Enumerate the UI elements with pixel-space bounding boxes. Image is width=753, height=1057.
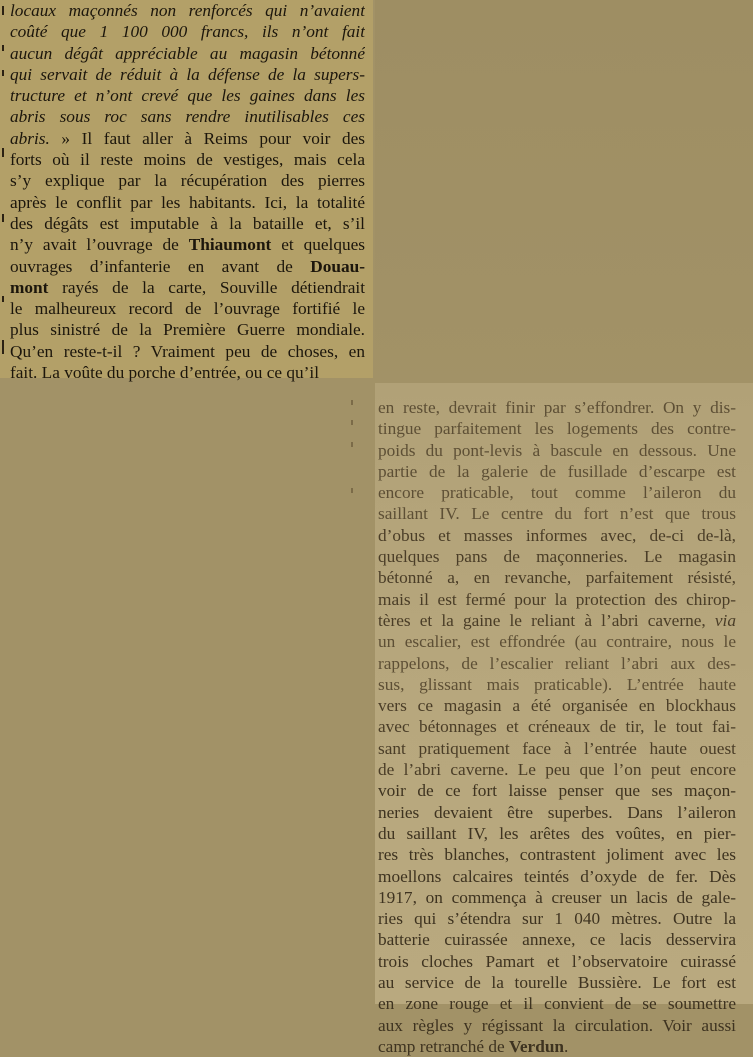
text-line — [378, 1036, 736, 1057]
text-run: ouvrages d’infanterie en avant de — [10, 256, 311, 276]
text-run: du saillant IV, les arêtes des voûtes, en pier- — [378, 823, 736, 843]
text-run: . — [564, 1036, 569, 1056]
text-line — [10, 21, 365, 42]
text-line — [378, 738, 736, 759]
text-line — [10, 0, 365, 21]
text-run: ries qui s’étendra sur 1 040 mètres. Outre la — [378, 909, 736, 929]
text-line — [378, 674, 736, 695]
text-line — [10, 106, 365, 127]
text-line — [378, 866, 736, 887]
text-run: aucun dégât appréciable au magasin bétonné — [10, 43, 365, 63]
text-run: bétonné a, en revanche, parfaitement résisté, — [378, 568, 736, 588]
text-run: tingue parfaitement les logements des contre- — [378, 419, 736, 439]
text-run: et quelques — [271, 235, 365, 255]
text-line — [378, 610, 736, 631]
text-run: en zone rouge et il convient de se soumettre — [378, 994, 736, 1014]
text-run: avec bétonnages et créneaux de tir, le tout fai- — [378, 717, 736, 737]
text-run: qui servait de réduit à la défense de la supers- — [10, 64, 365, 84]
text-run: fait. La voûte du porche d’entrée, ou ce qu’il — [10, 363, 320, 383]
text-run: poids du pont-levis à bascule en dessous. Une — [378, 440, 736, 460]
text-run: trois cloches Pamart et l’observatoire cuirassé — [378, 951, 736, 971]
text-line — [10, 170, 365, 191]
text-line — [378, 397, 736, 418]
text-run: en reste, devrait finir par s’effondrer. On y dis- — [378, 398, 736, 417]
text-run: voir de ce fort laisse penser que ses maçon- — [378, 781, 736, 801]
text-run: sant pratiquement face à l’entrée haute ouest — [378, 738, 736, 758]
text-line — [378, 525, 736, 546]
text-line — [378, 1015, 736, 1036]
text-run: plus sinistré de la Première Guerre mondiale. — [10, 320, 365, 340]
text-run: n’y avait l’ouvrage de — [10, 235, 189, 255]
text-line — [378, 716, 736, 737]
text-run: de l’abri caverne. Le peu que l’on peut encore — [378, 760, 736, 780]
text-run: rayés de la carte, Souville détiendrait — [48, 277, 365, 297]
text-run: res très blanches, contrastent joliment avec les — [378, 845, 736, 865]
text-run: un escalier, est effondrée (au contraire, nous le — [378, 632, 736, 652]
text-line — [10, 85, 365, 106]
text-run: tructure et n’ont crevé que les gaines dans les — [10, 86, 365, 106]
text-line — [10, 64, 365, 85]
text-run: Douau- — [310, 256, 365, 276]
text-run: s’y explique par la récupération des pierres — [10, 171, 365, 191]
text-run: mais il est fermé pour la protection des chirop- — [378, 589, 736, 609]
text-line — [10, 362, 365, 383]
text-run: tères et la gaine le reliant à l’abri caverne, — [378, 610, 715, 630]
text-line — [378, 503, 736, 524]
gutter-marks — [348, 392, 358, 512]
text-run: locaux maçonnés non renforcés qui n’avaient — [10, 1, 365, 20]
text-run: le malheureux record de l’ouvrage fortifié le — [10, 299, 365, 319]
text-line — [10, 298, 365, 319]
text-run: coûté que 1 100 000 francs, ils n’ont fait — [10, 22, 365, 42]
text-run: Verdun — [508, 1036, 565, 1056]
text-run: encore praticable, tout comme l’aileron du — [378, 483, 736, 503]
text-run: via — [714, 610, 736, 630]
text-line — [378, 908, 736, 929]
text-line — [10, 43, 365, 64]
text-line — [378, 929, 736, 950]
text-line — [378, 951, 736, 972]
text-run: partie de la galerie de fusillade d’escarpe est — [378, 461, 736, 481]
text-run: Thiaumont — [188, 235, 272, 255]
text-line — [10, 213, 365, 234]
text-line — [378, 482, 736, 503]
text-run: Qu’en reste-t-il ? Vraiment peu de choses, en — [10, 341, 365, 361]
text-line — [10, 128, 365, 149]
text-line — [378, 972, 736, 993]
text-line — [378, 802, 736, 823]
text-line — [10, 234, 365, 255]
text-run: au service de la tourelle Bussière. Le fort est — [378, 973, 736, 993]
text-run: forts où il reste moins de vestiges, mais cela — [10, 150, 365, 170]
margin-marks — [0, 0, 8, 378]
text-run: rappelons, de l’escalier reliant l’abri aux des- — [378, 653, 736, 673]
text-line — [378, 844, 736, 865]
text-line — [378, 695, 736, 716]
text-run: » Il faut aller à Reims pour voir des — [49, 128, 365, 148]
text-run: 1917, on commença à creuser un lacis de gale- — [378, 887, 736, 907]
text-run: d’obus et masses informes avec, de-ci de-là, — [378, 525, 736, 545]
text-run: quelques pans de maçonneries. Le magasin — [378, 547, 736, 567]
text-line — [378, 589, 736, 610]
text-run: batterie cuirassée annexe, ce lacis desservira — [378, 930, 736, 950]
text-line — [10, 341, 365, 362]
text-run: camp retranché de — [378, 1036, 509, 1056]
text-line — [378, 461, 736, 482]
text-line — [378, 653, 736, 674]
text-run: neries devaient être superbes. Dans l’aileron — [378, 802, 736, 822]
text-run: vers ce magasin a été organisée en blockhaus — [378, 696, 736, 716]
text-line — [378, 759, 736, 780]
text-line — [378, 546, 736, 567]
text-column-bottom — [378, 397, 736, 1057]
text-run: abris sous roc sans rendre inutilisables ces — [10, 107, 365, 127]
text-line — [378, 418, 736, 439]
text-run: sus, glissant mais praticable). L’entrée haute — [378, 674, 736, 694]
text-run: abris. — [10, 128, 50, 148]
text-line — [10, 192, 365, 213]
text-line — [378, 780, 736, 801]
text-line — [378, 823, 736, 844]
text-run: moellons calcaires teintés d’oxyde de fer. Dès — [378, 866, 736, 886]
text-column-top — [10, 0, 365, 383]
text-line — [378, 887, 736, 908]
text-line — [378, 567, 736, 588]
text-run: mont — [10, 277, 49, 297]
text-run: aux règles y régissant la circulation. Voir aussi — [378, 1015, 736, 1035]
text-line — [378, 440, 736, 461]
text-line — [10, 319, 365, 340]
text-run: saillant IV. Le centre du fort n’est que trous — [378, 504, 736, 524]
text-line — [10, 149, 365, 170]
text-line — [378, 631, 736, 652]
text-run: après le conflit par les habitants. Ici, la totalité — [10, 192, 365, 212]
text-line — [10, 277, 365, 298]
text-line — [10, 256, 365, 277]
text-run: des dégâts est imputable à la bataille et, s’il — [10, 213, 365, 233]
